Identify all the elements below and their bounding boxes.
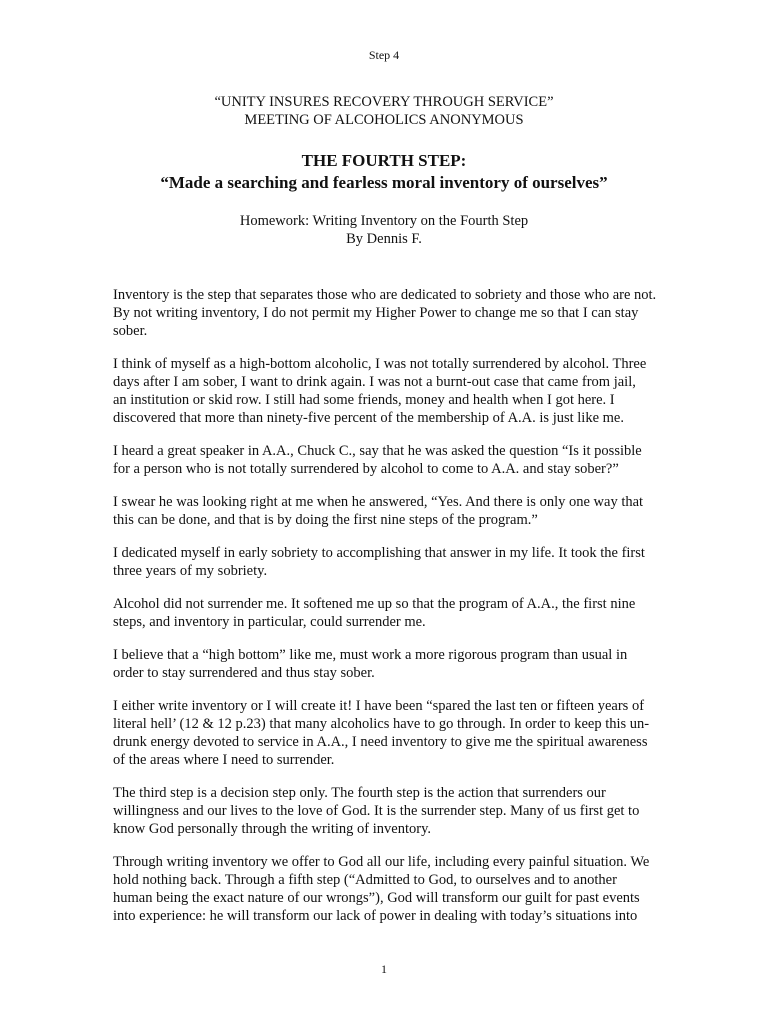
paragraph-line: this can be done, and that is by doing the first nine steps of the program.”: [113, 512, 538, 528]
body-paragraph: [113, 355, 685, 427]
body-paragraph: [113, 697, 685, 769]
author-line: By Dennis F.: [346, 231, 422, 247]
meeting-name: MEETING OF ALCOHOLICS ANONYMOUS: [244, 112, 524, 128]
homework-title: Homework: Writing Inventory on the Fourth Step: [239, 213, 529, 229]
paragraph-line: an institution or skid row. I still had some friends, money and health when I got here. I: [113, 392, 615, 408]
paragraph-line: Through writing inventory we offer to God all our life, including every painful situation. We: [113, 854, 650, 870]
paragraph-line: steps, and inventory in particular, could surrender me.: [113, 614, 426, 630]
paragraph-line: drunk energy devoted to service in A.A., I need inventory to give me the spiritual awareness: [113, 734, 648, 750]
title-step: THE FOURTH STEP:: [301, 151, 467, 170]
paragraph-line: of the areas where I need to surrender.: [113, 752, 335, 768]
paragraph-line: I heard a great speaker in A.A., Chuck C., say that he was asked the question “Is it possible: [113, 443, 642, 459]
body-text: [113, 286, 685, 940]
body-paragraph: [113, 784, 685, 838]
paragraph-line: literal hell’ (12 & 12 p.23) that many alcoholics have to go through. In order to keep this un-: [113, 716, 650, 732]
page-number: 1: [381, 962, 387, 976]
paragraph-line: The third step is a decision step only. The fourth step is the action that surrenders our: [113, 785, 606, 801]
paragraph-line: order to stay surrendered and thus stay sober.: [113, 665, 375, 681]
paragraph-line: three years of my sobriety.: [113, 563, 268, 579]
paragraph-line: I swear he was looking right at me when he answered, “Yes. And there is only one way that: [113, 494, 644, 510]
paragraph-line: I think of myself as a high-bottom alcoholic, I was not totally surrendered by alcohol. Three: [113, 356, 647, 372]
title-quote: “Made a searching and fearless moral inventory of ourselves”: [160, 173, 608, 192]
paragraph-line: discovered that more than ninety-five percent of the membership of A.A. is just like me.: [113, 410, 624, 426]
paragraph-line: willingness and our lives to the love of God. It is the surrender step. Many of us first get to: [113, 803, 640, 819]
paragraph-line: know God personally through the writing of inventory.: [113, 821, 432, 837]
body-paragraph: [113, 853, 685, 925]
document-title: [0, 150, 768, 194]
body-paragraph: [113, 646, 685, 682]
paragraph-line: human being the exact nature of our wrongs”), God will transform our guilt for past events: [113, 890, 640, 906]
body-paragraph: [113, 544, 685, 580]
paragraph-line: I believe that a “high bottom” like me, must work a more rigorous program than usual in: [113, 647, 628, 663]
paragraph-line: hold nothing back. Through a fifth step (“Admitted to God, to ourselves and to another: [113, 872, 617, 888]
page-header: Step 4: [368, 48, 400, 62]
body-paragraph: [113, 595, 685, 631]
meeting-slogan: “UNITY INSURES RECOVERY THROUGH SERVICE”: [214, 94, 554, 110]
paragraph-line: Inventory is the step that separates those who are dedicated to sobriety and those who are not.: [113, 287, 657, 303]
paragraph-line: days after I am sober, I want to drink again. I was not a burnt-out case that came from jail,: [113, 374, 636, 390]
paragraph-line: sober.: [113, 323, 148, 339]
homework-heading: [0, 212, 768, 248]
body-paragraph: [113, 286, 685, 340]
paragraph-line: I either write inventory or I will create it! I have been “spared the last ten or fifteen years of: [113, 698, 645, 714]
meeting-heading: [0, 93, 768, 129]
body-paragraph: [113, 493, 685, 529]
body-paragraph: [113, 442, 685, 478]
paragraph-line: Alcohol did not surrender me. It softened me up so that the program of A.A., the first nine: [113, 596, 636, 612]
paragraph-line: into experience: he will transform our lack of power in dealing with today’s situations into: [113, 908, 638, 924]
paragraph-line: for a person who is not totally surrendered by alcohol to come to A.A. and stay sober?”: [113, 461, 619, 477]
paragraph-line: I dedicated myself in early sobriety to accomplishing that answer in my life. It took the first: [113, 545, 645, 561]
paragraph-line: By not writing inventory, I do not permit my Higher Power to change me so that I can stay: [113, 305, 639, 321]
